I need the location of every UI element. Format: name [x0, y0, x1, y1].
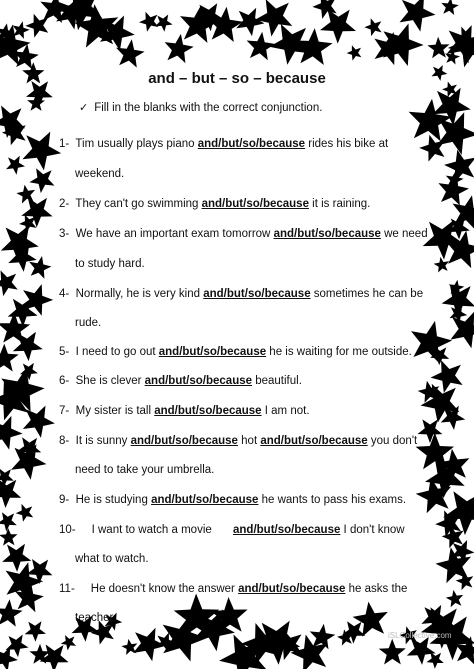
conjunction-blank: and/but/so/because	[273, 228, 381, 240]
worksheet-title: and – but – so – because	[148, 70, 326, 87]
conjunction-blank: and/but/so/because	[151, 494, 259, 506]
exercise-item-8-continuation: need to take your umbrella.	[75, 464, 215, 476]
exercise-item-5: 5- I need to go out and/but/so/because he is waiting for me outside.	[59, 346, 412, 358]
exercise-item-2: 2- They can't go swimming and/but/so/because it is raining.	[59, 198, 371, 210]
exercise-item-7: 7- My sister is tall and/but/so/because I am not.	[59, 405, 310, 417]
exercise-item-10: 10- I want to watch a movie	[59, 524, 212, 536]
instruction-line	[79, 101, 322, 114]
exercise-item-9: 9- He is studying and/but/so/because he wants to pass his exams.	[59, 494, 407, 506]
conjunction-blank: and/but/so/because	[201, 198, 309, 210]
exercise-item-1: 1- Tim usually plays piano and/but/so/because rides his bike at	[59, 138, 389, 150]
watermark: iSLCollective.com	[388, 631, 452, 640]
conjunction-blank: and/but/so/because	[233, 524, 341, 536]
conjunction-blank: and/but/so/because	[130, 435, 238, 447]
exercise-item-4-continuation: rude.	[75, 317, 102, 329]
exercise-item-10-continuation: what to watch.	[75, 553, 149, 565]
conjunction-blank: and/but/so/because	[154, 405, 262, 417]
exercise-item-4: 4- Normally, he is very kind and/but/so/because sometimes he can be	[59, 288, 424, 300]
conjunction-blank: and/but/so/because	[238, 583, 346, 595]
exercise-item-11-continuation: teacher.	[75, 612, 116, 624]
exercise-item-1-continuation: weekend.	[75, 168, 125, 180]
exercise-item-11: 11- He doesn't know the answer and/but/so/because he asks the	[59, 583, 408, 595]
exercise-item-6: 6- She is clever and/but/so/because beautiful.	[59, 375, 302, 387]
conjunction-blank: and/but/so/because	[203, 288, 311, 300]
conjunction-blank: and/but/so/because	[158, 346, 267, 358]
exercise-item-8: 8- It is sunny and/but/so/because hot and/but/so/because you don't	[59, 435, 418, 447]
conjunction-blank: and/but/so/because	[260, 435, 368, 447]
conjunction-blank: and/but/so/because	[197, 138, 306, 150]
exercise-item-3-continuation: to study hard.	[75, 258, 145, 270]
exercise-item-3: 3- We have an important exam tomorrow and/but/so/because we need	[59, 228, 428, 240]
instruction-text: Fill in the blanks with the correct conjunction.	[94, 102, 323, 114]
checkmark-icon: ✓	[79, 102, 89, 114]
conjunction-blank: and/but/so/because	[144, 375, 253, 387]
exercise-item-10-blank: and/but/so/because I don't know	[233, 524, 405, 536]
